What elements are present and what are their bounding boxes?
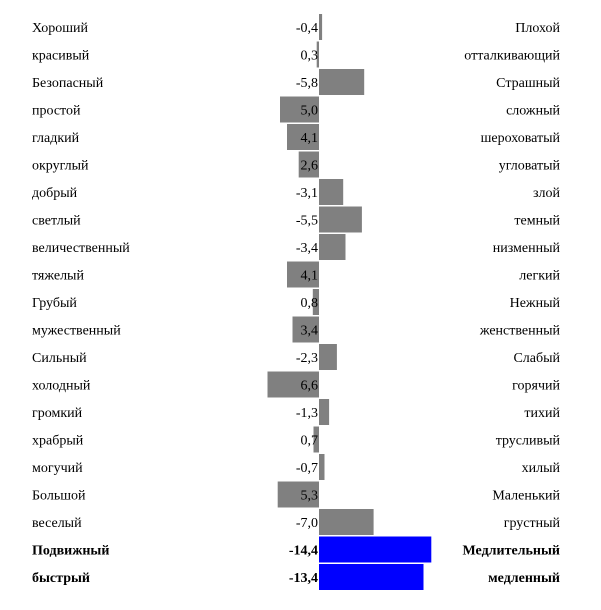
value-label-4: 5,0 (300, 103, 318, 119)
value-label-15: -1,3 (295, 406, 318, 421)
bar-3 (319, 69, 364, 95)
left-adjective-11: Грубый (32, 296, 77, 311)
value-label-1: -0,4 (295, 21, 318, 36)
bar-15 (319, 399, 329, 425)
left-adjective-3: Безопасный (32, 76, 104, 91)
right-adjective-18: Маленький (492, 488, 560, 504)
left-adjective-5: гладкий (32, 131, 80, 146)
value-label-11: 0,8 (300, 296, 318, 311)
value-label-21: -13,4 (288, 571, 318, 586)
left-adjective-2: красивый (32, 48, 90, 64)
right-adjective-16: трусливый (495, 433, 560, 449)
right-adjective-1: Плохой (515, 21, 560, 36)
bar-9 (319, 234, 346, 260)
right-adjective-20: Медлительный (462, 543, 560, 559)
value-label-8: -5,5 (295, 213, 318, 229)
value-label-5: 4,1 (300, 131, 318, 146)
left-adjective-20: Подвижный (32, 543, 110, 559)
right-adjective-4: сложный (506, 103, 560, 119)
bar-21 (319, 564, 424, 590)
left-adjective-16: храбрый (32, 433, 84, 449)
bar-7 (319, 179, 343, 205)
left-adjective-6: округлый (32, 158, 89, 174)
left-adjective-15: громкий (32, 406, 83, 421)
value-label-17: -0,7 (295, 461, 318, 476)
value-label-9: -3,4 (295, 241, 318, 256)
value-label-20: -14,4 (288, 543, 318, 559)
value-label-10: 4,1 (300, 268, 318, 284)
left-adjective-13: Сильный (32, 351, 87, 366)
bar-20 (319, 537, 431, 563)
left-adjective-12: мужественный (32, 323, 121, 339)
right-adjective-3: Страшный (496, 76, 560, 91)
right-adjective-9: низменный (492, 241, 560, 256)
left-adjective-7: добрый (32, 186, 78, 201)
bar-8 (319, 207, 362, 233)
value-label-2: 0,3 (300, 48, 318, 64)
right-adjective-21: медленный (488, 571, 560, 586)
left-adjective-8: светлый (32, 213, 81, 229)
left-adjective-1: Хороший (32, 21, 88, 36)
value-label-6: 2,6 (300, 158, 318, 174)
right-adjective-15: тихий (524, 406, 560, 421)
right-adjective-12: женственный (479, 323, 560, 339)
right-adjective-10: легкий (519, 268, 560, 284)
bar-17 (319, 454, 325, 480)
right-adjective-5: шероховатый (480, 131, 560, 146)
left-adjective-10: тяжелый (32, 268, 84, 284)
right-adjective-19: грустный (503, 516, 560, 531)
right-adjective-13: Слабый (513, 351, 560, 366)
right-adjective-7: злой (532, 186, 560, 201)
right-adjective-11: Нежный (509, 296, 560, 311)
left-adjective-19: веселый (32, 516, 82, 531)
value-label-14: 6,6 (300, 378, 318, 394)
value-label-19: -7,0 (295, 516, 318, 531)
left-adjective-14: холодный (32, 378, 91, 394)
right-adjective-2: отталкивающий (464, 48, 560, 64)
bar-19 (319, 509, 374, 535)
bars-group (268, 14, 432, 590)
right-adjective-14: горячий (512, 378, 560, 394)
left-adjective-9: величественный (32, 241, 130, 256)
left-adjective-4: простой (32, 103, 81, 119)
value-label-3: -5,8 (295, 76, 318, 91)
right-adjective-8: темный (514, 213, 560, 229)
value-label-13: -2,3 (295, 351, 318, 366)
left-adjective-17: могучий (32, 461, 83, 476)
value-label-7: -3,1 (295, 186, 318, 201)
value-label-12: 3,4 (300, 323, 318, 339)
left-adjective-21: быстрый (32, 571, 90, 586)
bar-13 (319, 344, 337, 370)
right-adjective-17: хилый (521, 461, 560, 476)
left-adjective-18: Большой (32, 488, 86, 504)
value-label-16: 0,7 (300, 433, 318, 449)
value-label-18: 5,3 (300, 488, 318, 504)
bar-1 (319, 14, 322, 40)
right-adjective-6: угловатый (498, 158, 560, 174)
